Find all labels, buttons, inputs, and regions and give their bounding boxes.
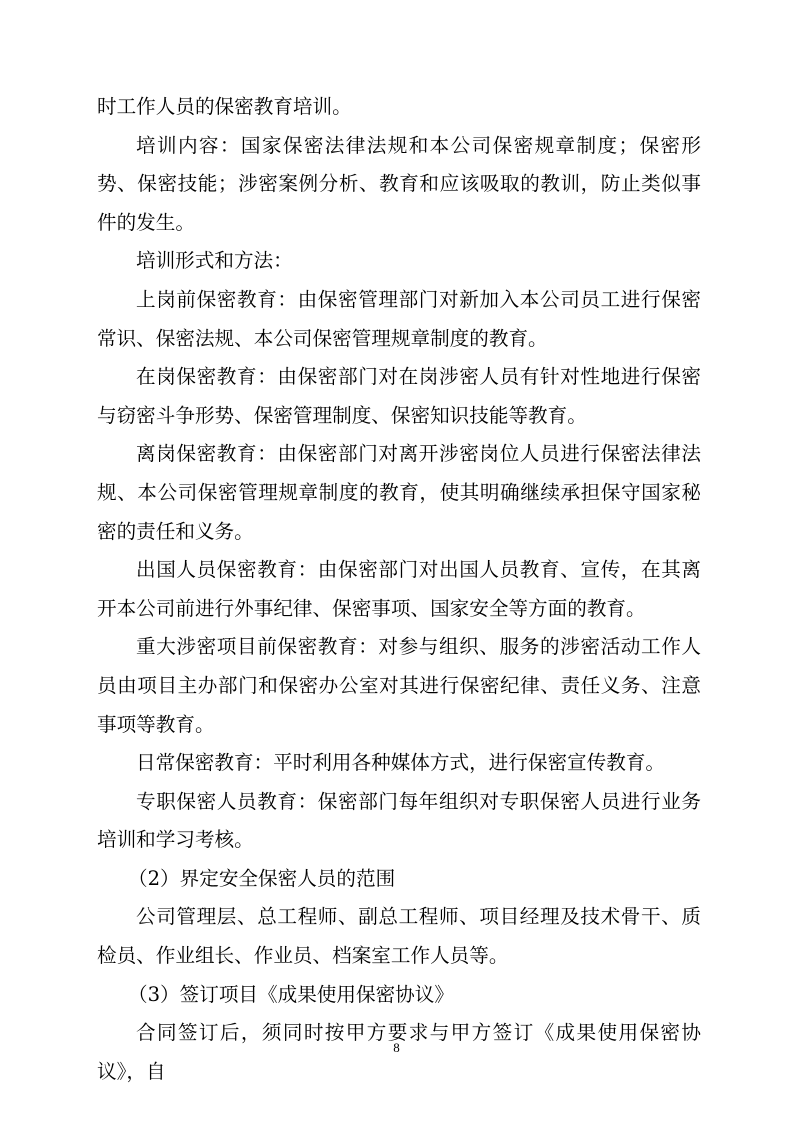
- document-body: [97, 88, 701, 1091]
- paragraph-overseas-education: 出国人员保密教育：由保密部门对出国人员教育、宣传，在其离开本公司前进行外事纪律、保密事项、国家安全等方面的教育。: [97, 558, 701, 620]
- paragraph-daily-education: 日常保密教育：平时利用各种媒体方式，进行保密宣传教育。: [136, 751, 666, 775]
- paragraph-departure-education: 离岗保密教育：由保密部门对离开涉密岗位人员进行保密法律法规、本公司保密管理规章制度的教育，使其明确继续承担保守国家秘密的责任和义务。: [97, 442, 701, 543]
- paragraph-dedicated-staff-education: 专职保密人员教育：保密部门每年组织对专职保密人员进行业务培训和学习考核。: [97, 789, 701, 852]
- paragraph-continuation: 时工作人员的保密教育培训。: [97, 95, 352, 118]
- paragraph-pre-employment-education: 上岗前保密教育：由保密管理部门对新加入本公司员工进行保密常识、保密法规、本公司保密管理规章制度的教育。: [97, 287, 701, 350]
- paragraph-major-project-education: 重大涉密项目前保密教育：对参与组织、服务的涉密活动工作人员由项目主办部门和保密办公室对其进行保密纪律、责任义务、注意事项等教育。: [97, 635, 701, 736]
- paragraph-training-methods-heading: 培训形式和方法：: [136, 249, 293, 273]
- paragraph-training-content: 培训内容：国家保密法律法规和本公司保密规章制度；保密形势、保密技能；涉密案例分析、教育和应该吸取的教训，防止类似事件的发生。: [97, 133, 701, 234]
- section-heading-confidentiality-agreement: （3）签订项目《成果使用保密协议》: [128, 982, 454, 1006]
- section-heading-personnel-scope: （2）界定安全保密人员的范围: [128, 866, 396, 890]
- paragraph-personnel-scope: 公司管理层、总工程师、副总工程师、项目经理及技术骨干、质检员、作业组长、作业员、档案室工作人员等。: [97, 905, 701, 968]
- paragraph-on-duty-education: 在岗保密教育：由保密部门对在岗涉密人员有针对性地进行保密与窃密斗争形势、保密管理制度、保密知识技能等教育。: [97, 365, 701, 427]
- page-number: 8: [393, 1040, 400, 1055]
- paragraph-agreement: 合同签订后，须同时按甲方要求与甲方签订《成果使用保密协议》，自: [97, 1021, 701, 1083]
